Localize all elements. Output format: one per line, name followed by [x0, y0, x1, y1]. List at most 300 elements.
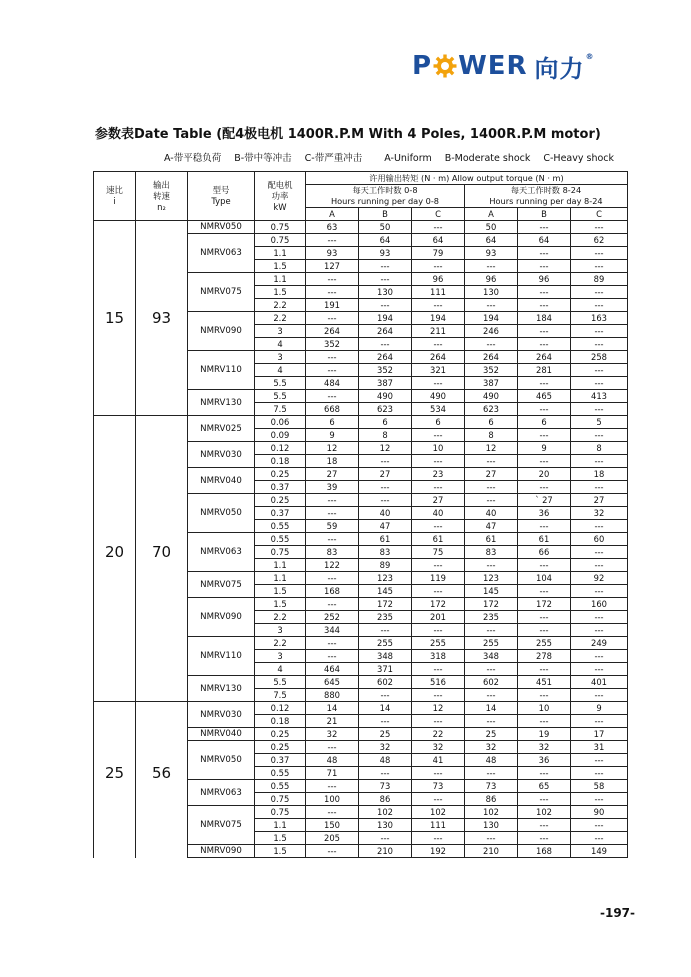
header-ratio: 速比 i — [94, 172, 136, 221]
torque-cell: --- — [571, 663, 628, 676]
torque-cell: 264 — [359, 351, 412, 364]
torque-cell: --- — [465, 455, 518, 468]
power-cell: 0.09 — [255, 429, 306, 442]
torque-cell: 19 — [518, 728, 571, 741]
torque-cell: 32 — [306, 728, 359, 741]
speed-cell — [136, 780, 188, 793]
table-row — [94, 494, 628, 507]
torque-cell: 516 — [412, 676, 465, 689]
model-cell: NMRV063 — [188, 533, 255, 572]
ratio-cell — [94, 351, 136, 364]
torque-cell: --- — [412, 689, 465, 702]
torque-cell: 64 — [518, 234, 571, 247]
torque-cell: 12 — [359, 442, 412, 455]
torque-cell: 387 — [465, 377, 518, 390]
model-cell: NMRV040 — [188, 728, 255, 741]
power-cell: 5.5 — [255, 676, 306, 689]
torque-cell: --- — [465, 559, 518, 572]
torque-cell: ` 27 — [518, 494, 571, 507]
torque-cell: 32 — [518, 741, 571, 754]
ratio-cell — [94, 806, 136, 819]
speed-cell — [136, 234, 188, 247]
torque-cell: 490 — [465, 390, 518, 403]
model-cell: NMRV130 — [188, 676, 255, 702]
torque-cell: 6 — [465, 416, 518, 429]
ratio-cell — [94, 689, 136, 702]
model-cell: NMRV130 — [188, 390, 255, 416]
table-row — [94, 754, 628, 767]
speed-cell — [136, 806, 188, 819]
ratio-cell — [94, 468, 136, 481]
torque-cell: --- — [571, 247, 628, 260]
ratio-cell — [94, 481, 136, 494]
torque-cell: 160 — [571, 598, 628, 611]
torque-cell: --- — [518, 481, 571, 494]
power-cell: 7.5 — [255, 689, 306, 702]
torque-cell: 27 — [412, 494, 465, 507]
torque-cell: 6 — [518, 416, 571, 429]
table-row — [94, 767, 628, 780]
table-row — [94, 702, 628, 715]
torque-cell: --- — [412, 832, 465, 845]
torque-cell: --- — [465, 663, 518, 676]
torque-cell: 602 — [465, 676, 518, 689]
torque-cell: 48 — [306, 754, 359, 767]
torque-cell: --- — [306, 572, 359, 585]
torque-cell: 36 — [518, 507, 571, 520]
torque-cell: 83 — [465, 546, 518, 559]
torque-cell: --- — [412, 559, 465, 572]
torque-cell: --- — [518, 793, 571, 806]
header-hours-0-8: 每天工作时数 0-8 Hours running per day 0-8 — [306, 185, 465, 208]
torque-cell: 50 — [359, 221, 412, 234]
torque-cell: 149 — [571, 845, 628, 858]
speed-cell — [136, 624, 188, 637]
torque-cell: 61 — [359, 533, 412, 546]
torque-cell: 73 — [465, 780, 518, 793]
torque-cell: 12 — [306, 442, 359, 455]
speed-cell — [136, 455, 188, 468]
torque-cell: 8 — [465, 429, 518, 442]
torque-cell: --- — [571, 481, 628, 494]
torque-cell: 90 — [571, 806, 628, 819]
torque-cell: --- — [571, 754, 628, 767]
torque-cell: 21 — [306, 715, 359, 728]
torque-cell: --- — [306, 364, 359, 377]
torque-cell: 484 — [306, 377, 359, 390]
torque-cell: 264 — [306, 325, 359, 338]
speed-cell: 93 — [136, 312, 188, 325]
torque-cell: --- — [518, 520, 571, 533]
torque-cell: 36 — [518, 754, 571, 767]
torque-cell: 318 — [412, 650, 465, 663]
registered-mark: ® — [585, 51, 595, 61]
power-cell: 0.25 — [255, 741, 306, 754]
speed-cell — [136, 247, 188, 260]
torque-cell: 6 — [412, 416, 465, 429]
legend-a-cn: A-带平稳负荷 — [164, 153, 222, 164]
torque-cell: 210 — [465, 845, 518, 858]
torque-cell: --- — [518, 299, 571, 312]
torque-cell: 96 — [412, 273, 465, 286]
ratio-cell — [94, 663, 136, 676]
speed-cell — [136, 663, 188, 676]
table-row — [94, 364, 628, 377]
model-cell: NMRV090 — [188, 845, 255, 858]
ratio-cell — [94, 793, 136, 806]
page-title: 参数表Date Table (配4极电机 1400R.P.M With 4 Poles, 1400R.P.M motor) — [95, 127, 601, 142]
torque-cell: 387 — [359, 377, 412, 390]
ratio-cell — [94, 338, 136, 351]
torque-cell: --- — [306, 806, 359, 819]
torque-cell: 264 — [465, 351, 518, 364]
torque-cell: 5 — [571, 416, 628, 429]
power-cell: 5.5 — [255, 377, 306, 390]
torque-cell: 58 — [571, 780, 628, 793]
torque-cell: 235 — [465, 611, 518, 624]
torque-cell: --- — [571, 832, 628, 845]
model-cell: NMRV075 — [188, 806, 255, 845]
torque-cell: 145 — [465, 585, 518, 598]
table-row — [94, 780, 628, 793]
torque-cell: 490 — [412, 390, 465, 403]
torque-cell: --- — [412, 585, 465, 598]
torque-cell: --- — [465, 260, 518, 273]
speed-cell — [136, 520, 188, 533]
torque-cell: --- — [306, 741, 359, 754]
torque-cell: 348 — [465, 650, 518, 663]
torque-cell: 18 — [306, 455, 359, 468]
speed-cell — [136, 572, 188, 585]
torque-cell: --- — [518, 715, 571, 728]
power-cell: 3 — [255, 624, 306, 637]
torque-cell: --- — [359, 767, 412, 780]
torque-cell: 168 — [306, 585, 359, 598]
page-number: -197- — [600, 906, 636, 920]
table-row — [94, 572, 628, 585]
torque-cell: 63 — [306, 221, 359, 234]
torque-cell: 465 — [518, 390, 571, 403]
power-cell: 0.37 — [255, 754, 306, 767]
speed-cell — [136, 611, 188, 624]
torque-cell: 40 — [359, 507, 412, 520]
torque-cell: --- — [306, 390, 359, 403]
table-row — [94, 468, 628, 481]
torque-cell: --- — [306, 598, 359, 611]
torque-cell: --- — [306, 351, 359, 364]
torque-cell: 32 — [412, 741, 465, 754]
torque-cell: 23 — [412, 468, 465, 481]
torque-cell: --- — [571, 585, 628, 598]
torque-cell: --- — [412, 663, 465, 676]
torque-cell: 194 — [412, 312, 465, 325]
ratio-cell — [94, 403, 136, 416]
speed-cell — [136, 715, 188, 728]
speed-cell — [136, 845, 188, 858]
torque-cell: 14 — [465, 702, 518, 715]
speed-cell — [136, 377, 188, 390]
table-row — [94, 819, 628, 832]
power-cell: 1.1 — [255, 247, 306, 260]
torque-cell: 122 — [306, 559, 359, 572]
power-cell: 0.25 — [255, 468, 306, 481]
table-row — [94, 533, 628, 546]
table-row — [94, 260, 628, 273]
power-cell: 4 — [255, 364, 306, 377]
torque-cell: --- — [359, 624, 412, 637]
torque-cell: 89 — [571, 273, 628, 286]
table-row — [94, 273, 628, 286]
power-cell: 0.55 — [255, 520, 306, 533]
speed-cell — [136, 442, 188, 455]
torque-cell: --- — [518, 832, 571, 845]
torque-cell: 10 — [412, 442, 465, 455]
header-col-b: B — [359, 208, 412, 221]
speed-cell — [136, 494, 188, 507]
torque-cell: 211 — [412, 325, 465, 338]
torque-cell: 246 — [465, 325, 518, 338]
torque-cell: --- — [518, 377, 571, 390]
table-row — [94, 481, 628, 494]
torque-cell: --- — [465, 338, 518, 351]
torque-cell: 6 — [306, 416, 359, 429]
ratio-cell — [94, 429, 136, 442]
speed-cell — [136, 533, 188, 546]
torque-cell: --- — [412, 455, 465, 468]
power-cell: 1.5 — [255, 832, 306, 845]
ratio-cell — [94, 286, 136, 299]
ratio-cell: 20 — [94, 546, 136, 559]
torque-cell: 60 — [571, 533, 628, 546]
torque-cell: 130 — [359, 286, 412, 299]
torque-cell: --- — [518, 286, 571, 299]
torque-cell: 41 — [412, 754, 465, 767]
ratio-cell — [94, 533, 136, 546]
model-cell: NMRV110 — [188, 637, 255, 676]
power-cell: 7.5 — [255, 403, 306, 416]
torque-cell: --- — [571, 819, 628, 832]
power-cell: 1.1 — [255, 572, 306, 585]
ratio-cell — [94, 754, 136, 767]
ratio-cell — [94, 416, 136, 429]
table-row — [94, 585, 628, 598]
torque-cell: 64 — [412, 234, 465, 247]
torque-cell: 102 — [359, 806, 412, 819]
torque-cell: 6 — [359, 416, 412, 429]
speed-cell — [136, 429, 188, 442]
table-row — [94, 520, 628, 533]
torque-cell: 20 — [518, 468, 571, 481]
table-row — [94, 351, 628, 364]
table-row — [94, 715, 628, 728]
speed-cell — [136, 676, 188, 689]
ratio-cell — [94, 832, 136, 845]
header-col-a: A — [465, 208, 518, 221]
torque-cell: 9 — [571, 702, 628, 715]
table-row — [94, 390, 628, 403]
model-cell: NMRV063 — [188, 780, 255, 806]
table-row — [94, 741, 628, 754]
ratio-cell — [94, 728, 136, 741]
torque-cell: 451 — [518, 676, 571, 689]
model-cell: NMRV050 — [188, 221, 255, 234]
ratio-cell — [94, 494, 136, 507]
table-body — [94, 221, 628, 858]
torque-cell: 40 — [465, 507, 518, 520]
table-row — [94, 442, 628, 455]
torque-cell: --- — [412, 715, 465, 728]
torque-cell: 352 — [359, 364, 412, 377]
ratio-cell — [94, 559, 136, 572]
torque-cell: --- — [571, 689, 628, 702]
model-cell: NMRV063 — [188, 234, 255, 273]
torque-cell: 150 — [306, 819, 359, 832]
ratio-cell: 25 — [94, 767, 136, 780]
speed-cell — [136, 754, 188, 767]
power-cell: 0.75 — [255, 546, 306, 559]
torque-cell: --- — [571, 767, 628, 780]
table-row — [94, 845, 628, 858]
power-cell: 2.2 — [255, 312, 306, 325]
torque-cell: 602 — [359, 676, 412, 689]
power-cell: 1.1 — [255, 819, 306, 832]
torque-cell: 96 — [518, 273, 571, 286]
torque-cell: --- — [465, 689, 518, 702]
model-cell: NMRV050 — [188, 494, 255, 533]
torque-cell: 66 — [518, 546, 571, 559]
torque-cell: 130 — [465, 819, 518, 832]
ratio-cell — [94, 702, 136, 715]
torque-cell: 145 — [359, 585, 412, 598]
speed-cell — [136, 351, 188, 364]
table-row — [94, 312, 628, 325]
ratio-cell — [94, 572, 136, 585]
torque-cell: --- — [306, 650, 359, 663]
model-cell: NMRV075 — [188, 273, 255, 312]
torque-cell: 48 — [465, 754, 518, 767]
power-cell: 0.06 — [255, 416, 306, 429]
torque-cell: 79 — [412, 247, 465, 260]
table-row — [94, 598, 628, 611]
torque-cell: --- — [359, 494, 412, 507]
torque-cell: 32 — [359, 741, 412, 754]
torque-cell: 25 — [359, 728, 412, 741]
torque-cell: --- — [518, 689, 571, 702]
torque-cell: 645 — [306, 676, 359, 689]
speed-cell — [136, 559, 188, 572]
torque-cell: 172 — [465, 598, 518, 611]
torque-cell: --- — [359, 689, 412, 702]
torque-cell: --- — [412, 377, 465, 390]
load-legend — [164, 150, 627, 164]
speed-cell: 70 — [136, 546, 188, 559]
model-cell: NMRV040 — [188, 468, 255, 494]
torque-cell: --- — [518, 585, 571, 598]
table-row — [94, 793, 628, 806]
torque-cell: 102 — [412, 806, 465, 819]
ratio-cell — [94, 611, 136, 624]
torque-cell: 86 — [465, 793, 518, 806]
power-cell: 0.25 — [255, 494, 306, 507]
torque-cell: 352 — [465, 364, 518, 377]
brand-logo — [412, 48, 595, 84]
table-row — [94, 299, 628, 312]
ratio-cell — [94, 507, 136, 520]
torque-cell: --- — [412, 338, 465, 351]
torque-cell: 73 — [359, 780, 412, 793]
torque-cell: --- — [571, 650, 628, 663]
torque-cell: --- — [571, 325, 628, 338]
power-cell: 1.5 — [255, 845, 306, 858]
torque-cell: 278 — [518, 650, 571, 663]
torque-cell: 18 — [571, 468, 628, 481]
model-cell: NMRV050 — [188, 741, 255, 780]
torque-cell: --- — [518, 611, 571, 624]
power-cell: 0.37 — [255, 481, 306, 494]
torque-cell: 371 — [359, 663, 412, 676]
ratio-cell — [94, 364, 136, 377]
model-cell: NMRV110 — [188, 351, 255, 390]
torque-cell: --- — [412, 299, 465, 312]
power-cell: 0.18 — [255, 455, 306, 468]
torque-cell: 27 — [571, 494, 628, 507]
torque-cell: 623 — [465, 403, 518, 416]
torque-cell: --- — [518, 403, 571, 416]
speed-cell — [136, 260, 188, 273]
power-cell: 0.18 — [255, 715, 306, 728]
torque-cell: 12 — [465, 442, 518, 455]
power-cell: 5.5 — [255, 390, 306, 403]
ratio-cell — [94, 741, 136, 754]
power-cell: 0.12 — [255, 442, 306, 455]
torque-cell: 17 — [571, 728, 628, 741]
torque-cell: --- — [571, 260, 628, 273]
header-col-b: B — [518, 208, 571, 221]
torque-cell: --- — [412, 520, 465, 533]
power-cell: 1.5 — [255, 286, 306, 299]
table-row — [94, 416, 628, 429]
model-cell: NMRV025 — [188, 416, 255, 442]
torque-cell: --- — [571, 793, 628, 806]
torque-cell: 27 — [359, 468, 412, 481]
torque-cell: 14 — [359, 702, 412, 715]
torque-cell: --- — [412, 221, 465, 234]
model-cell: NMRV090 — [188, 598, 255, 637]
legend-c-en: C-Heavy shock — [543, 153, 615, 164]
power-cell: 0.25 — [255, 728, 306, 741]
table-row — [94, 377, 628, 390]
torque-cell: 27 — [306, 468, 359, 481]
model-cell: NMRV090 — [188, 312, 255, 351]
torque-cell: 50 — [465, 221, 518, 234]
torque-cell: 172 — [518, 598, 571, 611]
torque-cell: 89 — [359, 559, 412, 572]
ratio-cell — [94, 221, 136, 234]
brand-name-cn: 向力 — [534, 54, 585, 83]
torque-cell: --- — [465, 481, 518, 494]
torque-cell: --- — [306, 286, 359, 299]
power-cell: 3 — [255, 351, 306, 364]
power-cell: 1.5 — [255, 260, 306, 273]
data-table — [93, 171, 628, 858]
torque-cell: 102 — [465, 806, 518, 819]
power-cell: 0.55 — [255, 767, 306, 780]
power-cell: 0.55 — [255, 780, 306, 793]
power-cell: 2.2 — [255, 637, 306, 650]
torque-cell: 255 — [465, 637, 518, 650]
torque-cell: 62 — [571, 234, 628, 247]
power-cell: 0.12 — [255, 702, 306, 715]
